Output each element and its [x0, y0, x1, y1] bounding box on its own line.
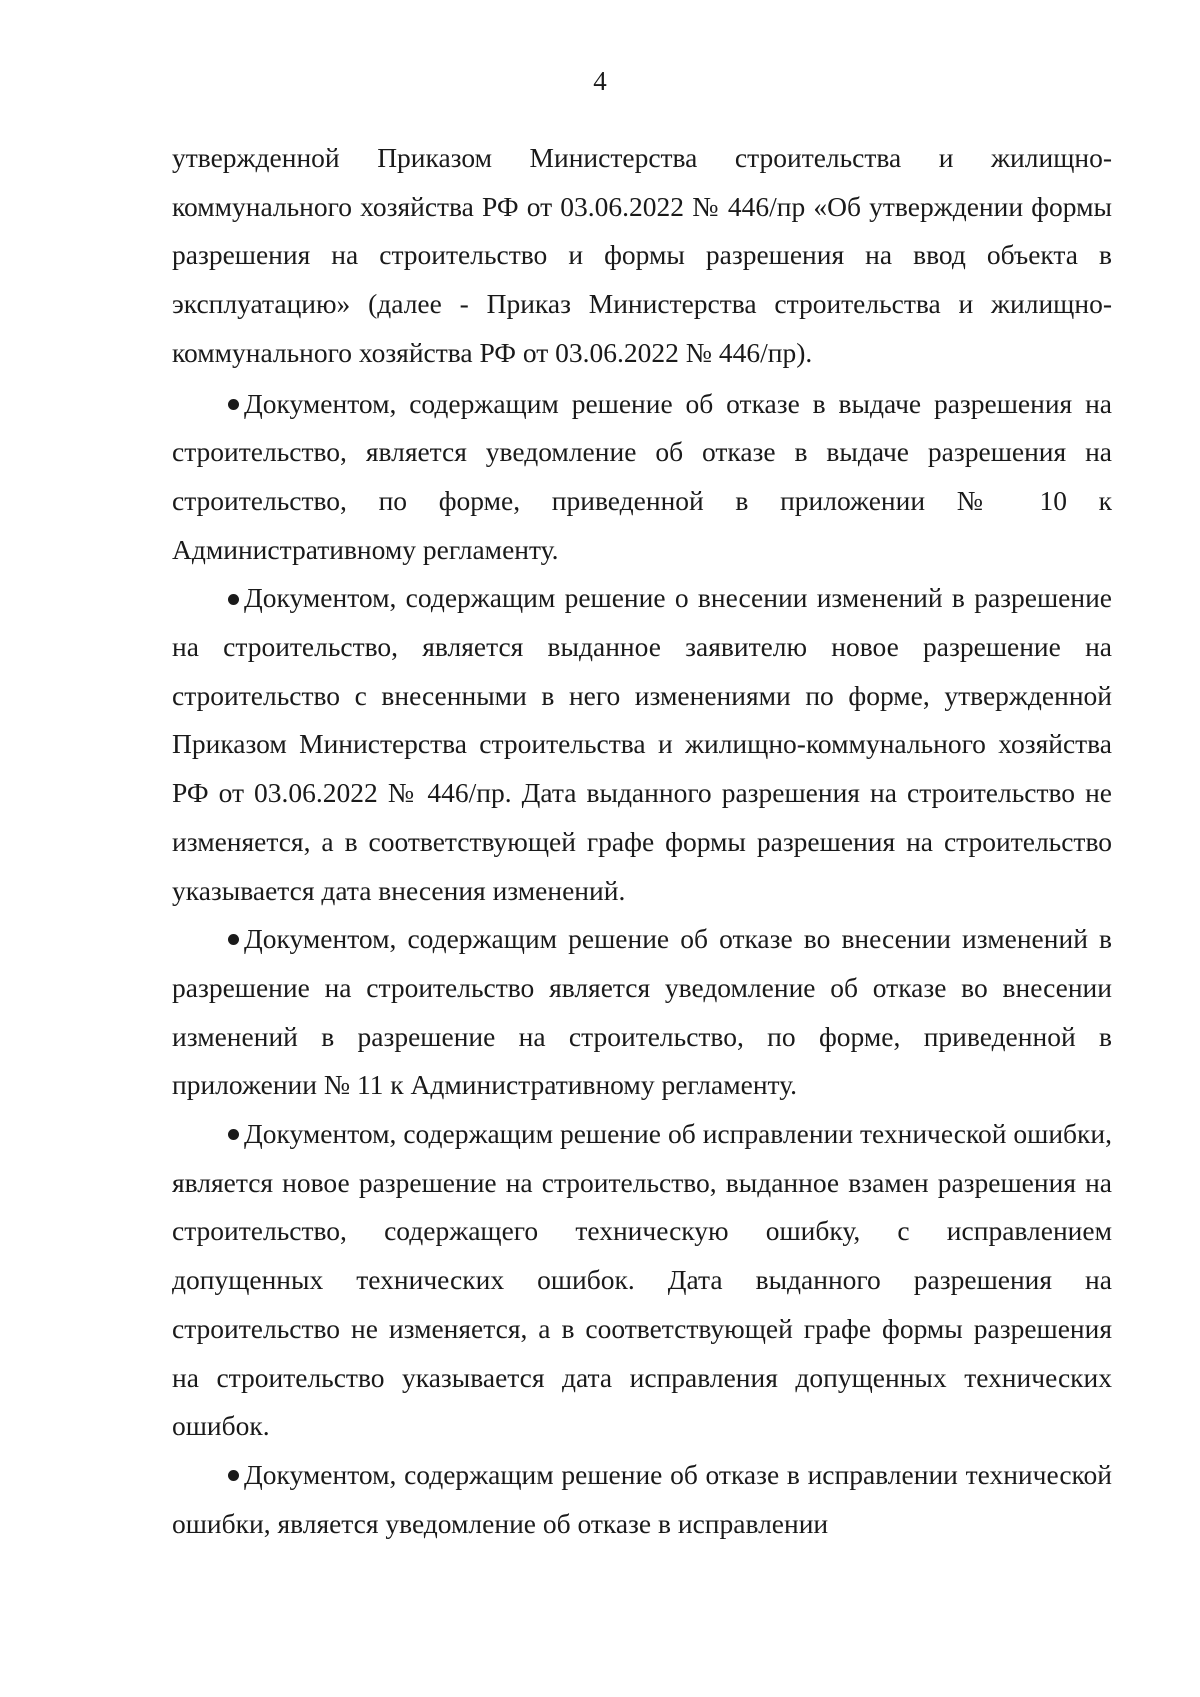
bullet-paragraph	[172, 915, 1112, 1110]
bullet-paragraph-text: Документом, содержащим решение о внесении изменений в разрешение на строительство, является выданное заявителю новое разрешение на строительство с внесенными в него изменениями по форме, утвержденной Приказом Министерства строительства и жилищно-коммунального хозяйства РФ от 03.06.2022 № 446/пр. Дата выданного разрешения на строительство не изменяется, а в соответствующей графе формы разрешения на строительство указывается дата внесения изменений.	[172, 582, 1112, 906]
bullet-paragraph-text: Документом, содержащим решение об отказе в исправлении технической ошибки, является уведомление об отказе в исправлении	[172, 1458, 1112, 1539]
bullet-icon	[228, 399, 239, 410]
intro-paragraph: утвержденной Приказом Министерства строительства и жилищно-коммунального хозяйства РФ от 03.06.2022 № 446/пр «Об утверждении формы разрешения на строительство и формы разрешения на ввод объекта в эксплуатацию» (далее - Приказ Министерства строительства и жилищно-коммунального хозяйства РФ от 03.06.2022 № 446/пр).	[172, 142, 1112, 368]
bullet-icon	[228, 1470, 239, 1481]
bullet-paragraph-text: Документом, содержащим решение об отказе во внесении изменений в разрешение на строительство является уведомление об отказе во внесении изменений в разрешение на строительство, по форме, приведенной в приложении № 11 к Административному регламенту.	[172, 923, 1112, 1101]
bullet-paragraph	[172, 1451, 1112, 1548]
bullet-icon	[228, 594, 239, 605]
bullet-paragraph-text: Документом, содержащим решение об отказе в выдаче разрешения на строительство, является уведомление об отказе в выдаче разрешения на строительство, по форме, приведенной в приложении № 10 к Административному регламенту.	[172, 387, 1112, 565]
bullet-icon	[228, 1129, 239, 1140]
page-number: 4	[593, 66, 607, 96]
bullet-paragraph	[172, 380, 1112, 575]
bullet-paragraph	[172, 574, 1112, 915]
document-body	[172, 134, 1112, 1548]
bullet-paragraph	[172, 1110, 1112, 1451]
bullet-icon	[228, 934, 239, 945]
bullet-paragraph-text: Документом, содержащим решение об исправлении технической ошибки, является новое разрешение на строительство, выданное взамен разрешения на строительство, содержащего техническую ошибку, с исправлением допущенных технических ошибок. Дата выданного разрешения на строительство не изменяется, а в соответствующей графе формы разрешения на строительство указывается дата исправления допущенных технических ошибок.	[172, 1118, 1112, 1442]
